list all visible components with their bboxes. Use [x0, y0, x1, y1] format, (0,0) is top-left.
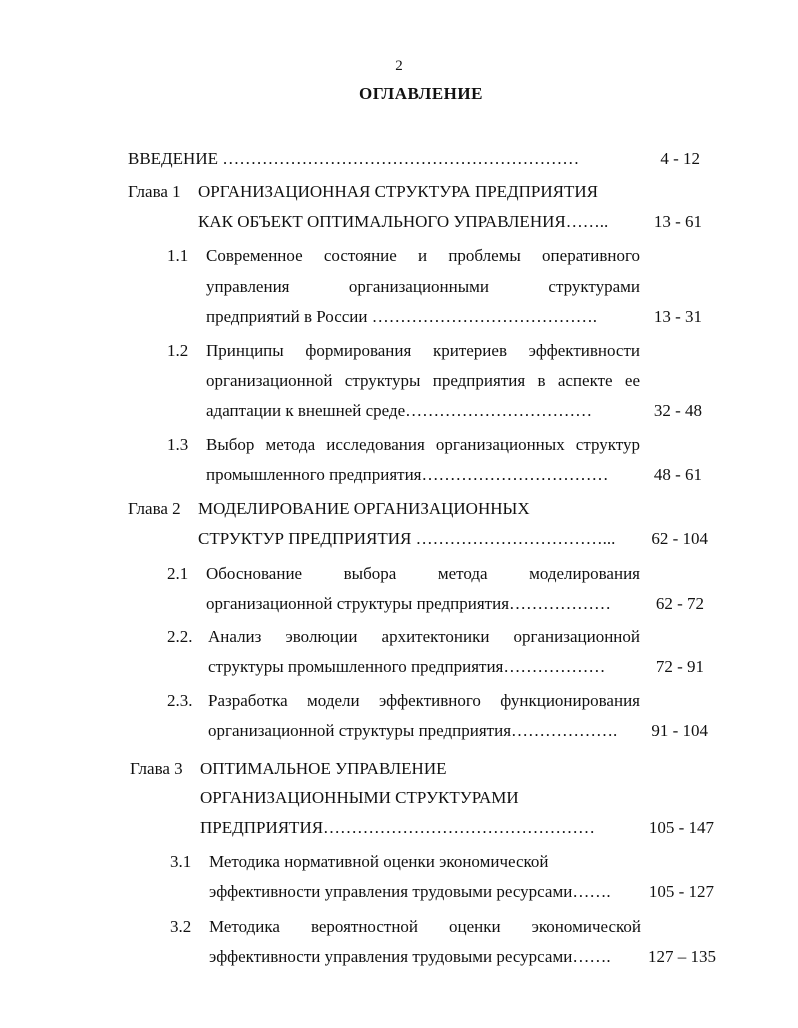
- chapter-label: Глава 1: [128, 182, 181, 201]
- chapter-title-line: МОДЕЛИРОВАНИЕ ОРГАНИЗАЦИОННЫХ: [198, 499, 530, 518]
- section-title-line: адаптации к внешней среде……………………………: [206, 401, 593, 420]
- section-title-line: организационной структуры предприятия……………….: [208, 721, 618, 740]
- section-title-line: предприятий в России ………………………………….: [206, 307, 597, 326]
- section-number: 1.3: [167, 435, 189, 454]
- section-title-line: организационной структуры предприятия в аспекте ее: [206, 371, 640, 390]
- section-title-line: Принципы формирования критериев эффективности: [206, 341, 640, 360]
- chapter-title-line: КАК ОБЪЕКТ ОПТИМАЛЬНОГО УПРАВЛЕНИЯ……..: [198, 212, 609, 231]
- section-title-line: Методика нормативной оценки экономической: [209, 852, 549, 871]
- toc-entry-pages: 127 – 135: [648, 947, 716, 966]
- chapter-title-line: ОРГАНИЗАЦИОННАЯ СТРУКТУРА ПРЕДПРИЯТИЯ: [198, 182, 598, 201]
- chapter-title-line: ОРГАНИЗАЦИОННЫМИ СТРУКТУРАМИ: [200, 788, 519, 807]
- toc-entry-pages: 62 - 72: [655, 594, 704, 613]
- toc-entry-pages: 105 - 147: [648, 818, 714, 837]
- section-title-line: структуры промышленного предприятия………………: [208, 657, 606, 676]
- toc-entry-pages: 4 - 12: [660, 149, 700, 168]
- toc-entry-text: ВВЕДЕНИЕ ………………………………………………………: [128, 149, 580, 168]
- chapter-label: Глава 3: [130, 759, 183, 778]
- section-title-line: промышленного предприятия……………………………: [206, 465, 609, 484]
- section-title-line: управления организационными структурами: [206, 277, 640, 296]
- section-number: 2.3.: [167, 691, 193, 710]
- toc-entry-pages: 62 - 104: [651, 529, 708, 548]
- chapter-label: Глава 2: [128, 499, 181, 518]
- chapter-title-line: ОПТИМАЛЬНОЕ УПРАВЛЕНИЕ: [200, 759, 447, 778]
- section-title-line: Выбор метода исследования организационных структур: [206, 435, 640, 454]
- section-title-line: Анализ эволюции архитектоники организационной: [208, 627, 640, 646]
- section-title-line: Методика вероятностной оценки экономической: [209, 917, 641, 936]
- section-title-line: Современное состояние и проблемы оперативного: [206, 246, 640, 265]
- section-title-line: Разработка модели эффективного функционирования: [208, 691, 640, 710]
- section-number: 1.2: [167, 341, 189, 360]
- section-title-line: эффективности управления трудовыми ресурсами…….: [209, 882, 611, 901]
- section-number: 3.1: [170, 852, 192, 871]
- section-number: 3.2: [170, 917, 192, 936]
- page-number: 2: [395, 58, 403, 74]
- page-title: ОГЛАВЛЕНИЕ: [359, 84, 483, 103]
- toc-entry-pages: 91 - 104: [651, 721, 708, 740]
- toc-entry-pages: 48 - 61: [653, 465, 702, 484]
- section-number: 2.2.: [167, 627, 193, 646]
- section-title-line: эффективности управления трудовыми ресурсами…….: [209, 947, 611, 966]
- section-number: 2.1: [167, 564, 189, 583]
- section-number: 1.1: [167, 246, 189, 265]
- chapter-title-line: СТРУКТУР ПРЕДПРИЯТИЯ ……………………………...: [198, 529, 616, 548]
- section-title-line: Обоснование выбора метода моделирования: [206, 564, 640, 583]
- toc-entry-pages: 105 - 127: [648, 882, 714, 901]
- toc-entry-pages: 72 - 91: [655, 657, 704, 676]
- toc-entry-pages: 32 - 48: [653, 401, 702, 420]
- toc-entry-pages: 13 - 31: [653, 307, 702, 326]
- toc-entry-pages: 13 - 61: [653, 212, 702, 231]
- section-title-line: организационной структуры предприятия………………: [206, 594, 612, 613]
- chapter-title-line: ПРЕДПРИЯТИЯ…………………………………………: [200, 818, 596, 837]
